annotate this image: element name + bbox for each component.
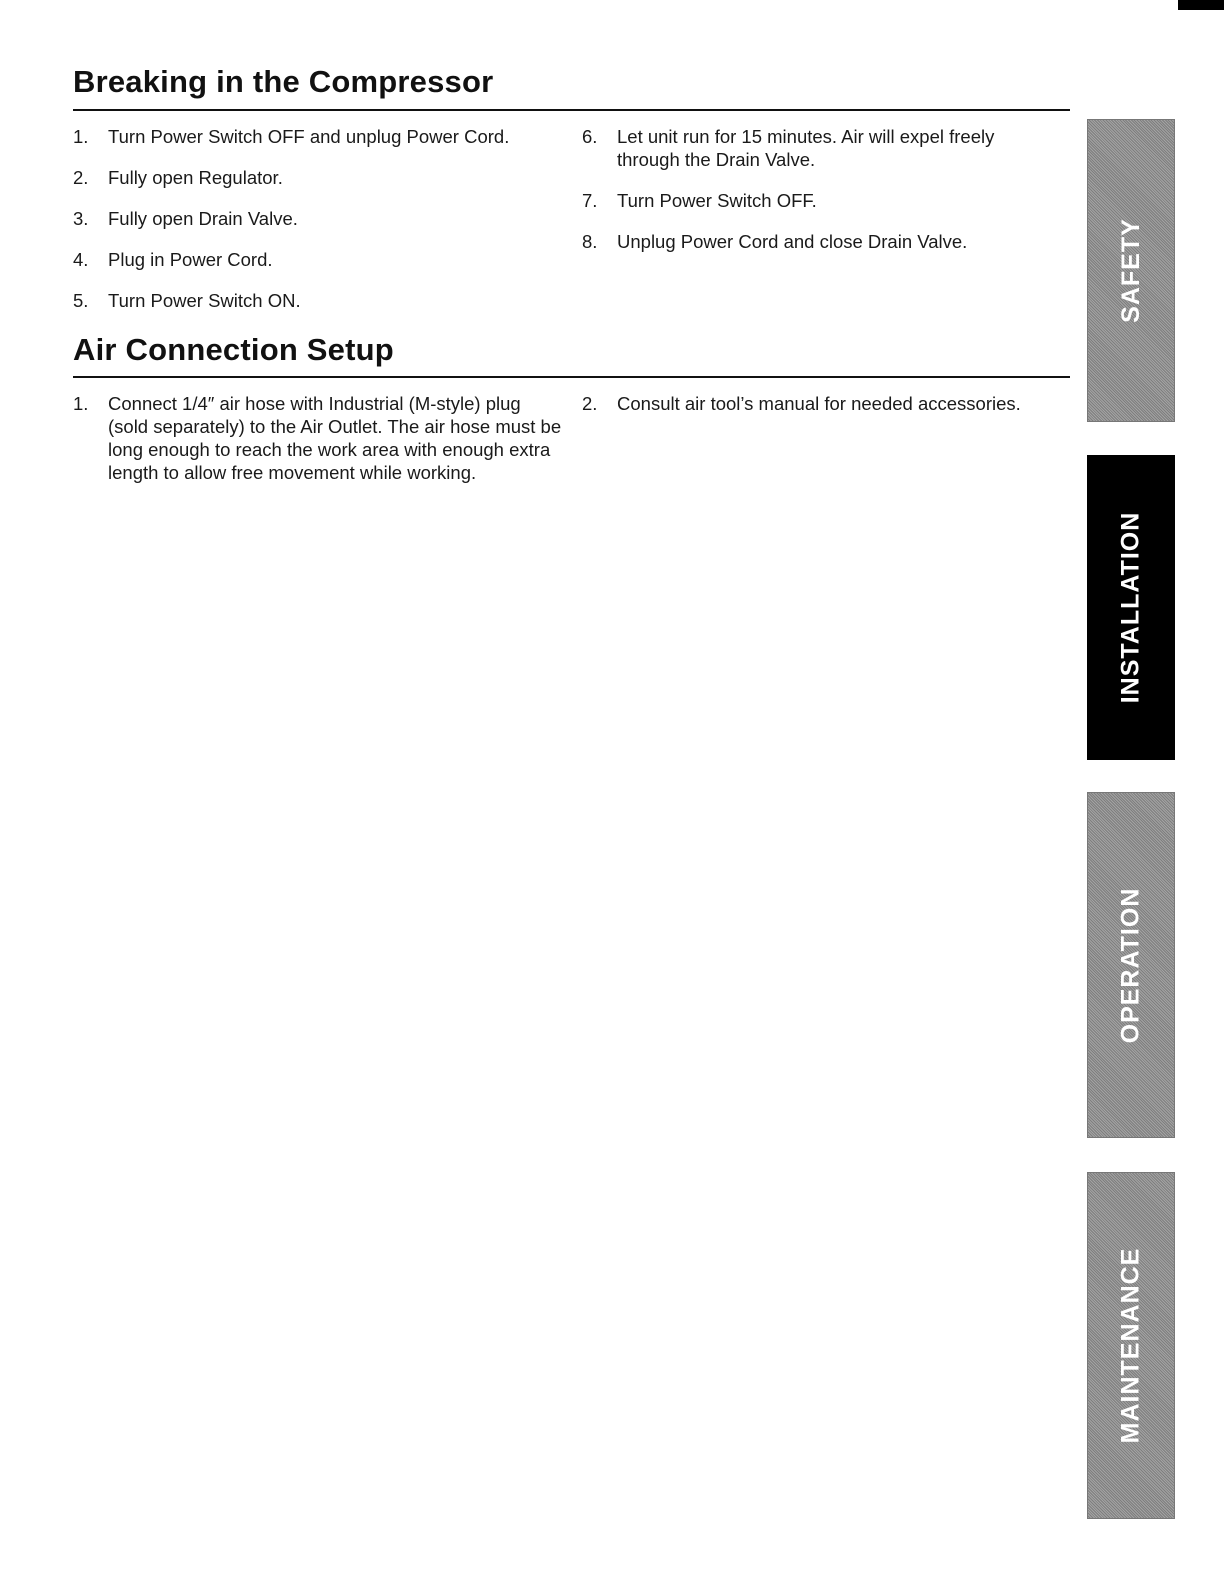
air-connection-steps-right (582, 392, 1062, 433)
step-number: 8. (582, 231, 598, 252)
air-connection-steps-left (73, 392, 563, 502)
side-tab-label: OPERATION (1116, 887, 1145, 1043)
step-text: Fully open Regulator. (108, 167, 283, 188)
side-tab-installation[interactable] (1087, 455, 1175, 760)
list-item (73, 248, 573, 271)
list-item (582, 230, 1052, 253)
list-item (582, 189, 1052, 212)
corner-registration-mark (1178, 0, 1224, 10)
step-text: Plug in Power Cord. (108, 249, 273, 270)
list-item (73, 289, 573, 312)
step-text: Turn Power Switch OFF and unplug Power Cord. (108, 126, 510, 147)
step-number: 3. (73, 208, 89, 229)
step-number: 2. (73, 167, 89, 188)
step-number: 6. (582, 126, 598, 147)
step-number: 4. (73, 249, 89, 270)
list-item (582, 392, 1062, 415)
step-text: Consult air tool’s manual for needed accessories. (617, 393, 1021, 414)
list-item (73, 166, 573, 189)
section-divider (73, 109, 1070, 111)
breaking-in-steps-right (582, 125, 1052, 271)
step-number: 1. (73, 126, 89, 147)
step-number: 5. (73, 290, 89, 311)
side-tab-label: MAINTENANCE (1116, 1247, 1145, 1444)
step-number: 7. (582, 190, 598, 211)
side-tab-maintenance[interactable] (1087, 1172, 1175, 1519)
step-text: Turn Power Switch OFF. (617, 190, 817, 211)
section-title-breaking-in: Breaking in the Compressor (73, 64, 494, 99)
step-text: Fully open Drain Valve. (108, 208, 298, 229)
side-tab-safety[interactable] (1087, 119, 1175, 422)
side-tab-operation[interactable] (1087, 792, 1175, 1138)
side-tab-label: SAFETY (1116, 218, 1145, 323)
step-text: Turn Power Switch ON. (108, 290, 301, 311)
section-title-air-connection: Air Connection Setup (73, 332, 394, 367)
list-item (73, 392, 563, 484)
step-text: Let unit run for 15 minutes. Air will expel freely through the Drain Valve. (617, 126, 995, 170)
step-text: Connect 1/4″ air hose with Industrial (M-style) plug (sold separately) to the Air Outlet. The air hose must be long enough to reach the work area with enough extra length to allow free movement while working. (108, 393, 562, 483)
step-number: 2. (582, 393, 598, 414)
step-number: 1. (73, 393, 89, 414)
list-item (73, 207, 573, 230)
step-text: Unplug Power Cord and close Drain Valve. (617, 231, 968, 252)
list-item (582, 125, 1052, 171)
breaking-in-steps-left (73, 125, 573, 330)
section-divider (73, 376, 1070, 378)
side-tab-label: INSTALLATION (1116, 511, 1145, 704)
list-item (73, 125, 573, 148)
